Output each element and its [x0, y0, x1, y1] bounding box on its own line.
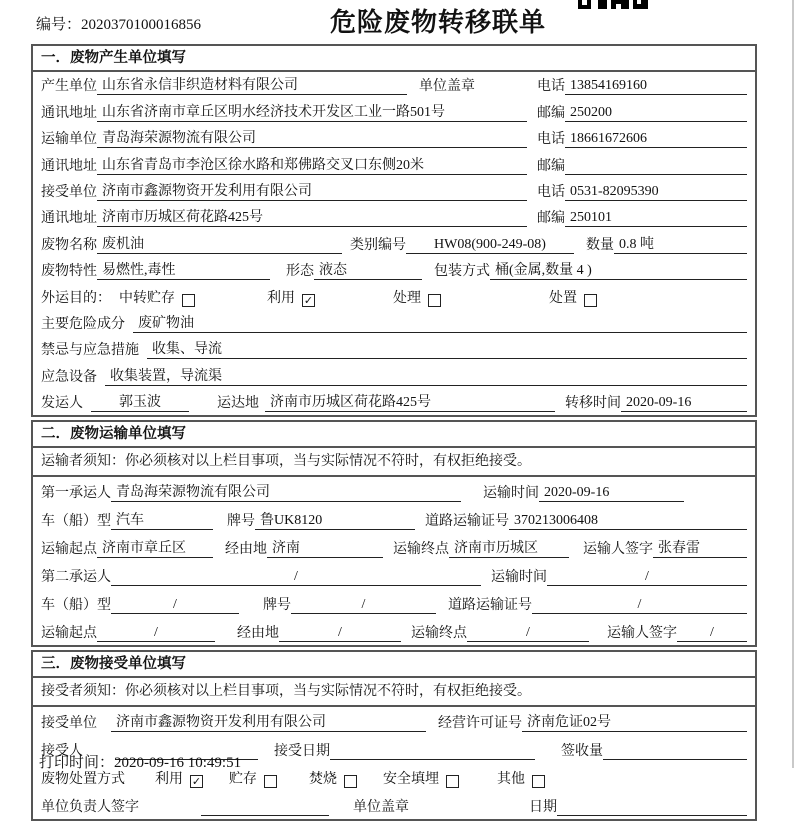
operating-license-value: 济南危证02号 [522, 715, 747, 732]
dispatcher-label: 发运人 [41, 396, 83, 412]
row-dispatch [33, 389, 755, 415]
receiver-label: 接受单位 [41, 184, 97, 200]
print-time-value: 2020-09-16 10:49:51 [114, 755, 242, 771]
disposal-label: 废物处置方式 [41, 772, 125, 788]
row-emergency-equipment [33, 362, 755, 388]
carrier1-time-value: 2020-09-16 [539, 485, 684, 502]
row-receiver-address [33, 204, 755, 230]
producer-phone-label: 电话 [537, 79, 565, 95]
row-accept-unit [33, 707, 755, 735]
vehicle2-type-value: / [111, 597, 239, 614]
row-receiver [33, 178, 755, 204]
serial-number-line [36, 13, 201, 34]
disposal-burn-label: 焚烧 [309, 772, 337, 788]
disposal-option-use [155, 772, 203, 788]
purpose-use-checkbox: ✓ [303, 294, 314, 307]
route1-start-label: 运输起点 [41, 542, 97, 558]
disposal-use-label: 利用 [155, 772, 183, 788]
accept-unit-label: 接受单位 [41, 716, 97, 732]
disposal-option-store [229, 772, 277, 788]
route1-end-value: 济南市历城区 [449, 541, 569, 558]
transporter-zip-label: 邮编 [537, 158, 565, 174]
row-producer-address [33, 98, 755, 124]
producer-label: 产生单位 [41, 79, 97, 95]
waste-name-value: 废机油 [97, 237, 342, 254]
waste-qty-value: 0.8 吨 [614, 237, 747, 254]
main-hazard-label: 主要危险成分 [41, 316, 125, 332]
purpose-option-storage [119, 291, 195, 307]
receiver-zip-label: 邮编 [537, 211, 565, 227]
disposal-option-other [497, 772, 545, 788]
purpose-label: 外运目的： [41, 290, 111, 306]
route1-start-value: 济南市章丘区 [97, 541, 213, 558]
purpose-treat-checkbox [428, 294, 441, 307]
purpose-option-dispose [549, 291, 597, 307]
purpose-treat-label: 处理 [393, 290, 421, 306]
qr-code-fragment [578, 0, 650, 9]
vehicle2-type-label: 车（船）型 [41, 598, 111, 614]
acceptor-label: 接受人 [41, 744, 83, 760]
disposal-landfill-checkbox [446, 775, 459, 788]
carrier2-time-label: 运输时间 [491, 570, 547, 586]
receiver-phone-label: 电话 [537, 184, 565, 200]
disposal-option-landfill [383, 772, 459, 788]
form-title: 危险废物转移联单 [330, 7, 547, 37]
section3-title: 三．废物接受单位填写 [33, 652, 755, 678]
vehicle2-plate-label: 牌号 [263, 598, 291, 614]
carrier1-label: 第一承运人 [41, 486, 111, 502]
accept-date-value [330, 759, 535, 760]
disposal-option-burn [309, 772, 357, 788]
waste-pack-value: 桶(金属,数量 4 ) [490, 263, 747, 280]
waste-form-label: 形态 [286, 264, 314, 280]
main-hazard-value: 废矿物油 [133, 316, 747, 333]
receiver-value: 济南市鑫源物资开发利用有限公司 [97, 184, 527, 201]
transporter-notice: 运输者须知：你必须核对以上栏目事项，当与实际情况不符时，有权拒绝接受。 [33, 448, 755, 477]
equipment-value: 收集装置，导流渠 [105, 369, 747, 386]
receiver-phone-value: 0531-82095390 [565, 184, 747, 201]
transporter-zip-value [565, 174, 747, 175]
transporter-phone-value: 18661672606 [565, 131, 747, 148]
equipment-label: 应急设备 [41, 369, 97, 385]
waste-traits-value: 易燃性,毒性 [97, 263, 270, 280]
carrier1-time-label: 运输时间 [483, 486, 539, 502]
vehicle2-license-label: 道路运输证号 [448, 598, 532, 614]
waste-name-label: 废物名称 [41, 237, 97, 253]
purpose-dispose-checkbox [584, 294, 597, 307]
row-producer [33, 72, 755, 98]
disposal-burn-checkbox [344, 775, 357, 788]
destination-label: 运达地 [217, 396, 259, 412]
route2-start-label: 运输起点 [41, 626, 97, 642]
vehicle1-type-value: 汽车 [111, 513, 213, 530]
accept-unit-value: 济南市鑫源物资开发利用有限公司 [111, 715, 426, 732]
taboo-value: 收集、导流 [147, 342, 747, 359]
serial-label: 编号： [36, 17, 82, 33]
waste-pack-label: 包装方式 [434, 264, 490, 280]
waste-form-value: 液态 [314, 263, 422, 280]
route1-via-value: 济南 [267, 541, 383, 558]
section2-title: 二．废物运输单位填写 [33, 422, 755, 448]
transfer-time-value: 2020-09-16 [621, 395, 747, 412]
producer-address-label: 通讯地址 [41, 105, 97, 121]
transfer-time-label: 转移时间 [565, 396, 621, 412]
receipt-qty-label: 签收量 [561, 744, 603, 760]
waste-traits-label: 废物特性 [41, 264, 97, 280]
row-route2 [33, 617, 755, 645]
receiver-address-value: 济南市历城区荷花路425号 [97, 210, 527, 227]
sign-date-label: 日期 [529, 800, 557, 816]
route2-sign-value: / [677, 625, 747, 642]
route2-end-value: / [467, 625, 589, 642]
producer-address-value: 山东省济南市章丘区明水经济技术开发区工业一路501号 [97, 105, 527, 122]
row-waste-name [33, 230, 755, 256]
receipt-qty-value [603, 759, 747, 760]
transporter-phone-label: 电话 [537, 132, 565, 148]
disposal-store-checkbox [264, 775, 277, 788]
section-transporter [31, 420, 757, 647]
producer-phone-value: 13854169160 [565, 78, 747, 95]
dispatcher-value: 郭玉波 [91, 395, 189, 412]
route2-start-value: / [97, 625, 215, 642]
transporter-value: 青岛海荣源物流有限公司 [97, 131, 527, 148]
section-receiver [31, 650, 757, 821]
route2-via-label: 经由地 [237, 626, 279, 642]
carrier2-value: / [111, 569, 481, 586]
serial-number: 2020370100016856 [81, 17, 202, 33]
row-responsible-sign [33, 791, 755, 819]
row-taboo-measures [33, 336, 755, 362]
receiver-zip-value: 250101 [565, 210, 747, 227]
disposal-landfill-label: 安全填埋 [383, 772, 439, 788]
disposal-use-checkbox: ✓ [191, 776, 202, 789]
waste-code-label: 类别编号 [350, 237, 406, 253]
purpose-use-label: 利用 [267, 290, 295, 306]
route1-via-label: 经由地 [225, 542, 267, 558]
carrier1-value: 青岛海荣源物流有限公司 [111, 485, 461, 502]
vehicle1-license-label: 道路运输证号 [425, 514, 509, 530]
producer-zip-value: 250200 [565, 105, 747, 122]
vehicle1-plate-label: 牌号 [227, 514, 255, 530]
purpose-storage-checkbox [182, 294, 195, 307]
responsible-sign-label: 单位负责人签字 [41, 800, 139, 816]
waste-qty-label: 数量 [586, 237, 614, 253]
route2-sign-label: 运输人签字 [607, 626, 677, 642]
row-waste-traits [33, 257, 755, 283]
manifest-form [31, 44, 757, 824]
taboo-label: 禁忌与应急措施 [41, 343, 139, 359]
vehicle2-plate-value: / [291, 597, 436, 614]
print-time-line [39, 751, 241, 772]
print-time-label: 打印时间： [39, 755, 115, 771]
route2-end-label: 运输终点 [411, 626, 467, 642]
purpose-option-treat [393, 291, 441, 307]
row-vehicle2 [33, 589, 755, 617]
row-carrier2 [33, 561, 755, 589]
disposal-other-checkbox [532, 775, 545, 788]
transporter-address-value: 山东省青岛市李沧区徐水路和郑佛路交叉口东侧20米 [97, 158, 527, 175]
accept-date-label: 接受日期 [274, 744, 330, 760]
waste-code-value: HW08(900-249-08) [406, 237, 574, 254]
route1-sign-label: 运输人签字 [583, 542, 653, 558]
vehicle1-type-label: 车（船）型 [41, 514, 111, 530]
row-transporter [33, 125, 755, 151]
row-carrier1 [33, 477, 755, 505]
row-main-hazard [33, 310, 755, 336]
transporter-address-label: 通讯地址 [41, 158, 97, 174]
row-vehicle1 [33, 505, 755, 533]
producer-value: 山东省永信非织造材料有限公司 [97, 78, 407, 95]
route2-via-value: / [279, 625, 401, 642]
row-transfer-purpose [33, 283, 755, 309]
scan-edge-line [792, 0, 794, 768]
vehicle1-license-value: 370213006408 [509, 513, 747, 530]
disposal-store-label: 贮存 [229, 772, 257, 788]
receiver-address-label: 通讯地址 [41, 211, 97, 227]
route1-end-label: 运输终点 [393, 542, 449, 558]
carrier2-label: 第二承运人 [41, 570, 111, 586]
purpose-storage-label: 中转贮存 [119, 290, 175, 306]
unit-seal2-label: 单位盖章 [353, 800, 409, 816]
producer-zip-label: 邮编 [537, 105, 565, 121]
purpose-dispose-label: 处置 [549, 290, 577, 306]
section1-title: 一．废物产生单位填写 [33, 46, 755, 72]
receiver-notice: 接受者须知：你必须核对以上栏目事项，当与实际情况不符时，有权拒绝接受。 [33, 678, 755, 707]
vehicle1-plate-value: 鲁UK8120 [255, 513, 415, 530]
row-route1 [33, 533, 755, 561]
disposal-other-label: 其他 [497, 772, 525, 788]
responsible-sign-value [201, 815, 329, 816]
transporter-label: 运输单位 [41, 132, 97, 148]
sign-date-value [557, 815, 747, 816]
operating-license-label: 经营许可证号 [438, 716, 522, 732]
carrier2-time-value: / [547, 569, 747, 586]
route1-sign-value: 张春雷 [653, 541, 747, 558]
row-transporter-address [33, 151, 755, 177]
purpose-option-use [267, 291, 315, 307]
unit-seal-label: 单位盖章 [419, 79, 475, 95]
section-producer [31, 44, 757, 417]
vehicle2-license-value: / [532, 597, 747, 614]
destination-value: 济南市历城区荷花路425号 [265, 395, 555, 412]
